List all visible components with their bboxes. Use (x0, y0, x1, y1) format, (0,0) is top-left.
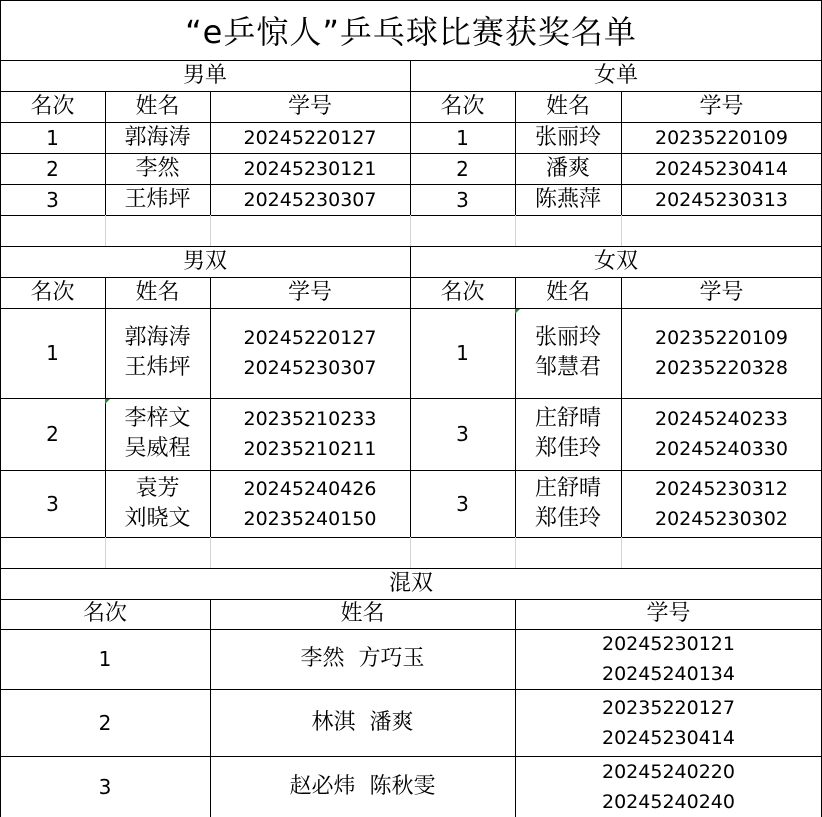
table-cell-rank: 3 (46, 491, 59, 516)
section-label-mixed-doubles: 混双 (388, 570, 433, 596)
table-cell-rank: 1 (46, 341, 59, 365)
section-label-mens-singles: 男单 (182, 62, 227, 88)
table-cell-names (105, 398, 210, 470)
player-name: 张丽玲 (534, 325, 601, 350)
player-id: 20245230302 (655, 507, 788, 530)
player-name: 李梓文 (124, 406, 191, 431)
table-cell-rank: 3 (456, 422, 469, 446)
table-cell-rank: 1 (456, 125, 469, 150)
table-cell-names (515, 398, 621, 470)
table-cell-rank: 2 (456, 156, 469, 181)
player-id: 20245240233 (655, 408, 788, 430)
column-header-id: 学号 (699, 279, 744, 305)
table-cell-names (105, 308, 210, 398)
column-header-id: 学号 (646, 601, 691, 626)
table-cell-rank: 3 (456, 491, 469, 516)
table-cell-ids (210, 308, 410, 398)
player-id: 20235220328 (655, 357, 788, 379)
column-header-rank: 名次 (30, 279, 75, 305)
player-id: 20245230307 (243, 357, 377, 379)
grid-line (621, 537, 622, 568)
grid-line (210, 215, 211, 246)
table-cell-id: 20235220109 (655, 126, 788, 149)
table-cell-name: 张丽玲 (534, 124, 601, 150)
player-name: 郑佳玲 (534, 436, 601, 461)
grid-line (515, 215, 516, 246)
player-id: 20245240330 (655, 438, 788, 460)
table-cell-ids (210, 398, 410, 470)
column-header-rank: 名次 (30, 93, 75, 119)
column-header-rank: 名次 (440, 279, 485, 305)
table-cell-rank: 3 (456, 187, 469, 212)
player-name: 袁芳 (135, 475, 180, 501)
table-cell-names (515, 308, 621, 398)
page-title: “e乒惊人”乒乓球比赛获奖名单 (185, 13, 637, 51)
player-id: 20235220109 (655, 327, 788, 349)
column-header-rank: 名次 (440, 93, 485, 119)
column-header-id: 学号 (287, 279, 332, 305)
table-cell-name: 王炜坪 (124, 186, 191, 212)
player-name: 庄舒晴 (534, 475, 601, 501)
table-cell-rank: 2 (98, 710, 112, 735)
table-cell-ids (515, 629, 822, 689)
player-name: 郭海涛 (124, 325, 191, 350)
table-cell-name: 李然 (135, 155, 180, 181)
section-label-womens-doubles: 女双 (593, 248, 638, 274)
table-cell-id: 20245220127 (243, 126, 377, 149)
table-cell-ids (621, 470, 822, 537)
column-header-id: 学号 (699, 93, 744, 119)
table-cell-id: 20245230414 (655, 157, 788, 180)
table-cell-name: 陈燕萍 (534, 186, 601, 212)
table-cell-id: 20245230121 (243, 157, 377, 180)
table-cell-rank: 1 (98, 647, 112, 671)
player-name: 郑佳玲 (534, 505, 601, 531)
grid-line (621, 215, 622, 246)
table-cell-name: 郭海涛 (124, 124, 191, 150)
player-id: 20245230121 (602, 633, 735, 655)
section-label-mens-doubles: 男双 (182, 248, 227, 274)
grid-line (105, 215, 106, 246)
player-name: 庄舒晴 (534, 406, 601, 431)
player-id: 20235210211 (243, 438, 377, 460)
player-id: 20245230414 (602, 726, 735, 749)
grid-line (0, 215, 822, 216)
grid-line (105, 537, 106, 568)
player-id: 20235210233 (243, 408, 377, 430)
player-id: 20235220127 (602, 696, 735, 719)
grid-line (0, 537, 822, 538)
column-header-name: 姓名 (340, 601, 385, 626)
player-id: 20245240240 (602, 790, 735, 813)
grid-line (410, 537, 411, 568)
column-header-name: 姓名 (135, 279, 180, 305)
table-cell-ids (621, 308, 822, 398)
table-cell-id: 20245230313 (655, 188, 788, 211)
player-id: 20245240134 (602, 663, 735, 685)
table-cell-names (105, 470, 210, 537)
column-header-name: 姓名 (545, 93, 590, 119)
table-cell-rank: 3 (46, 187, 59, 212)
table-cell-ids (515, 689, 822, 756)
table-cell-rank: 3 (98, 774, 112, 799)
column-header-name: 姓名 (545, 279, 590, 305)
table-cell-names: 林淇 潘爽 (311, 709, 414, 735)
table-cell-ids (621, 398, 822, 470)
player-name: 刘晓文 (124, 505, 191, 531)
player-name: 吴威程 (124, 436, 191, 461)
table-cell-rank: 2 (46, 156, 59, 181)
player-name: 邹慧君 (534, 355, 601, 380)
grid-line (515, 537, 516, 568)
table-cell-name: 潘爽 (545, 155, 590, 181)
table-cell-rank: 1 (46, 125, 59, 150)
player-id: 20235240150 (243, 507, 377, 530)
table-cell-names: 赵必炜 陈秋雯 (289, 773, 436, 799)
grid-line (210, 537, 211, 568)
table-cell-names: 李然 方巧玉 (300, 646, 425, 671)
player-id: 20245240426 (243, 477, 377, 500)
table-cell-rank: 2 (46, 422, 59, 446)
table-cell-id: 20245230307 (243, 188, 377, 211)
column-header-name: 姓名 (135, 93, 180, 119)
table-cell-ids (515, 756, 822, 817)
table-cell-rank: 1 (456, 341, 469, 365)
player-name: 王炜坪 (124, 355, 191, 380)
player-id: 20245240220 (602, 760, 735, 783)
column-header-rank: 名次 (82, 601, 127, 626)
table-cell-names (515, 470, 621, 537)
player-id: 20245230312 (655, 477, 788, 500)
section-label-womens-singles: 女单 (593, 62, 638, 88)
table-cell-ids (210, 470, 410, 537)
player-id: 20245220127 (243, 327, 377, 349)
column-header-id: 学号 (287, 93, 332, 119)
grid-line (410, 215, 411, 246)
